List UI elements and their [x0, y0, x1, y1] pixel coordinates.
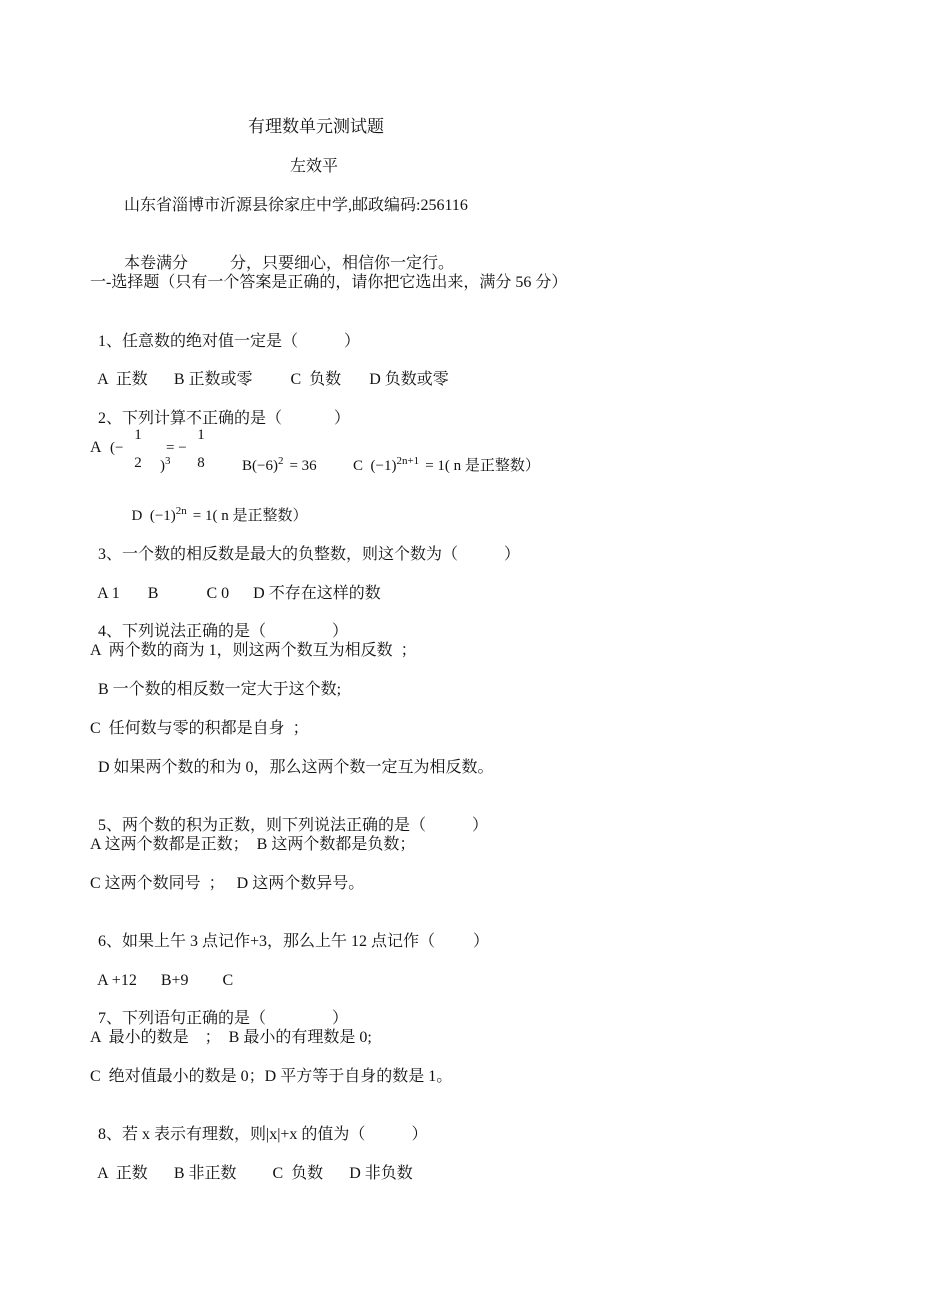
q7-close: ） — [332, 1010, 349, 1027]
q2-b-equals: = 36 — [289, 458, 317, 474]
question-1 — [90, 312, 360, 352]
score-note-b: 分，只要细心，相信你一定行。 — [230, 255, 455, 272]
q1-option-c: C 负数 — [290, 371, 342, 388]
q2-d-exponent: 2n — [175, 505, 187, 517]
q2-a-equals: = − — [166, 440, 187, 456]
q4-option-c: C 任何数与零的积都是自身 ； — [90, 720, 309, 737]
q2-close: ） — [334, 410, 351, 427]
q2-a-numerator: 1 — [134, 427, 142, 443]
school-info: 山东省淄博市沂源县徐家庄中学,邮政编码:256116 — [124, 197, 468, 214]
q1-option-a: A 正数 — [97, 371, 148, 388]
score-note-a: 本卷满分 — [124, 255, 189, 272]
q2-c-equals: = 1( n 是正整数） — [425, 458, 540, 474]
q2-a-denominator: 2 — [134, 455, 142, 471]
q4-stem: 4、下列说法正确的是（ — [98, 623, 267, 640]
question-5 — [90, 796, 488, 836]
q6-options — [90, 951, 233, 991]
q1-options — [90, 350, 449, 390]
question-4 — [90, 602, 348, 642]
q6-close: ） — [473, 933, 490, 950]
q2-a-label: A — [90, 439, 102, 456]
q2-stem: 2、下列计算不正确的是（ — [98, 410, 283, 427]
q1-close: ） — [344, 333, 361, 350]
q2-a-result-fraction — [194, 427, 208, 471]
q2-d-expr — [124, 489, 308, 525]
q2-a-fraction — [131, 427, 145, 471]
q3-option-c: C 0 — [206, 585, 230, 602]
q2-a-exponent: 3 — [165, 455, 171, 467]
question-3 — [90, 525, 520, 565]
q2-a-result-numerator: 1 — [197, 427, 205, 443]
author: 左效平 — [290, 158, 339, 175]
q1-option-b: B 正数或零 — [173, 371, 253, 388]
score-note — [116, 234, 454, 274]
q4-option-a: A 两个数的商为 1，则这两个数互为相反数 ； — [90, 642, 417, 659]
q2-b-exponent: 2 — [277, 455, 284, 467]
q3-options — [90, 564, 381, 604]
q6-option-a: A +12 — [97, 972, 137, 989]
q2-c-expr — [338, 439, 540, 493]
page-title: 有理数单元测试题 — [248, 117, 384, 136]
q2-a-close-paren: ) — [160, 458, 165, 474]
question-6 — [90, 912, 489, 952]
q7-stem: 7、下列语句正确的是（ — [98, 1010, 267, 1027]
q8-option-a: A 正数 — [97, 1165, 148, 1182]
q4-option-b: B 一个数的相反数一定大于这个数; — [98, 681, 342, 698]
question-7 — [90, 989, 348, 1029]
q8-options — [90, 1144, 413, 1184]
q3-option-b: B — [147, 585, 159, 602]
q3-close: ） — [504, 546, 521, 563]
q6-option-c: C — [222, 972, 234, 989]
q5-options-cd: C 这两个数同号 ； D 这两个数异号。 — [90, 875, 365, 892]
q7-options-ab: A 最小的数是 ； B 最小的有理数是 0; — [90, 1029, 372, 1046]
q1-option-d: D 负数或零 — [369, 371, 449, 388]
q3-stem: 3、一个数的相反数是最大的负整数，则这个数为（ — [98, 546, 459, 563]
q6-stem: 6、如果上午 3 点记作+3，那么上午 12 点记作（ — [98, 933, 436, 950]
q2-c-exponent: 2n+1 — [396, 455, 420, 467]
q8-option-d: D 非负数 — [349, 1165, 413, 1182]
q7-options-cd: C 绝对值最小的数是 0；D 平方等于自身的数是 1。 — [90, 1068, 453, 1085]
q2-a-open: (− — [110, 440, 124, 456]
q3-option-a: A 1 — [97, 585, 120, 602]
q2-a-result-denominator: 8 — [197, 455, 205, 471]
q5-options-ab: A 这两个数都是正数； B 这两个数都是负数； — [90, 836, 416, 853]
q4-option-d: D 如果两个数的和为 0，那么这两个数一定互为相反数。 — [98, 759, 494, 776]
section-heading: 一-选择题（只有一个答案是正确的，请你把它选出来，满分 56 分） — [90, 274, 568, 291]
q2-b-expr — [227, 439, 317, 493]
q6-option-b: B+9 — [160, 972, 189, 989]
q8-option-b: B 非正数 — [173, 1165, 237, 1182]
q3-option-d: D 不存在这样的数 — [253, 585, 381, 602]
q2-d-base: D (−1) — [131, 508, 176, 524]
q8-close: ） — [411, 1126, 428, 1143]
q4-close: ） — [332, 623, 349, 640]
q2-c-base: C (−1) — [353, 458, 397, 474]
q2-b-base: B(−6) — [242, 458, 278, 474]
q5-stem: 5、两个数的积为正数，则下列说法正确的是（ — [98, 817, 427, 834]
question-8 — [90, 1105, 427, 1145]
q1-stem: 1、任意数的绝对值一定是（ — [98, 333, 299, 350]
q8-stem: 8、若 x 表示有理数，则|x|+x 的值为（ — [98, 1126, 366, 1143]
q5-close: ） — [472, 817, 489, 834]
q2-d-equals: = 1( n 是正整数） — [192, 508, 308, 524]
q8-option-c: C 负数 — [272, 1165, 324, 1182]
question-2 — [90, 389, 350, 429]
